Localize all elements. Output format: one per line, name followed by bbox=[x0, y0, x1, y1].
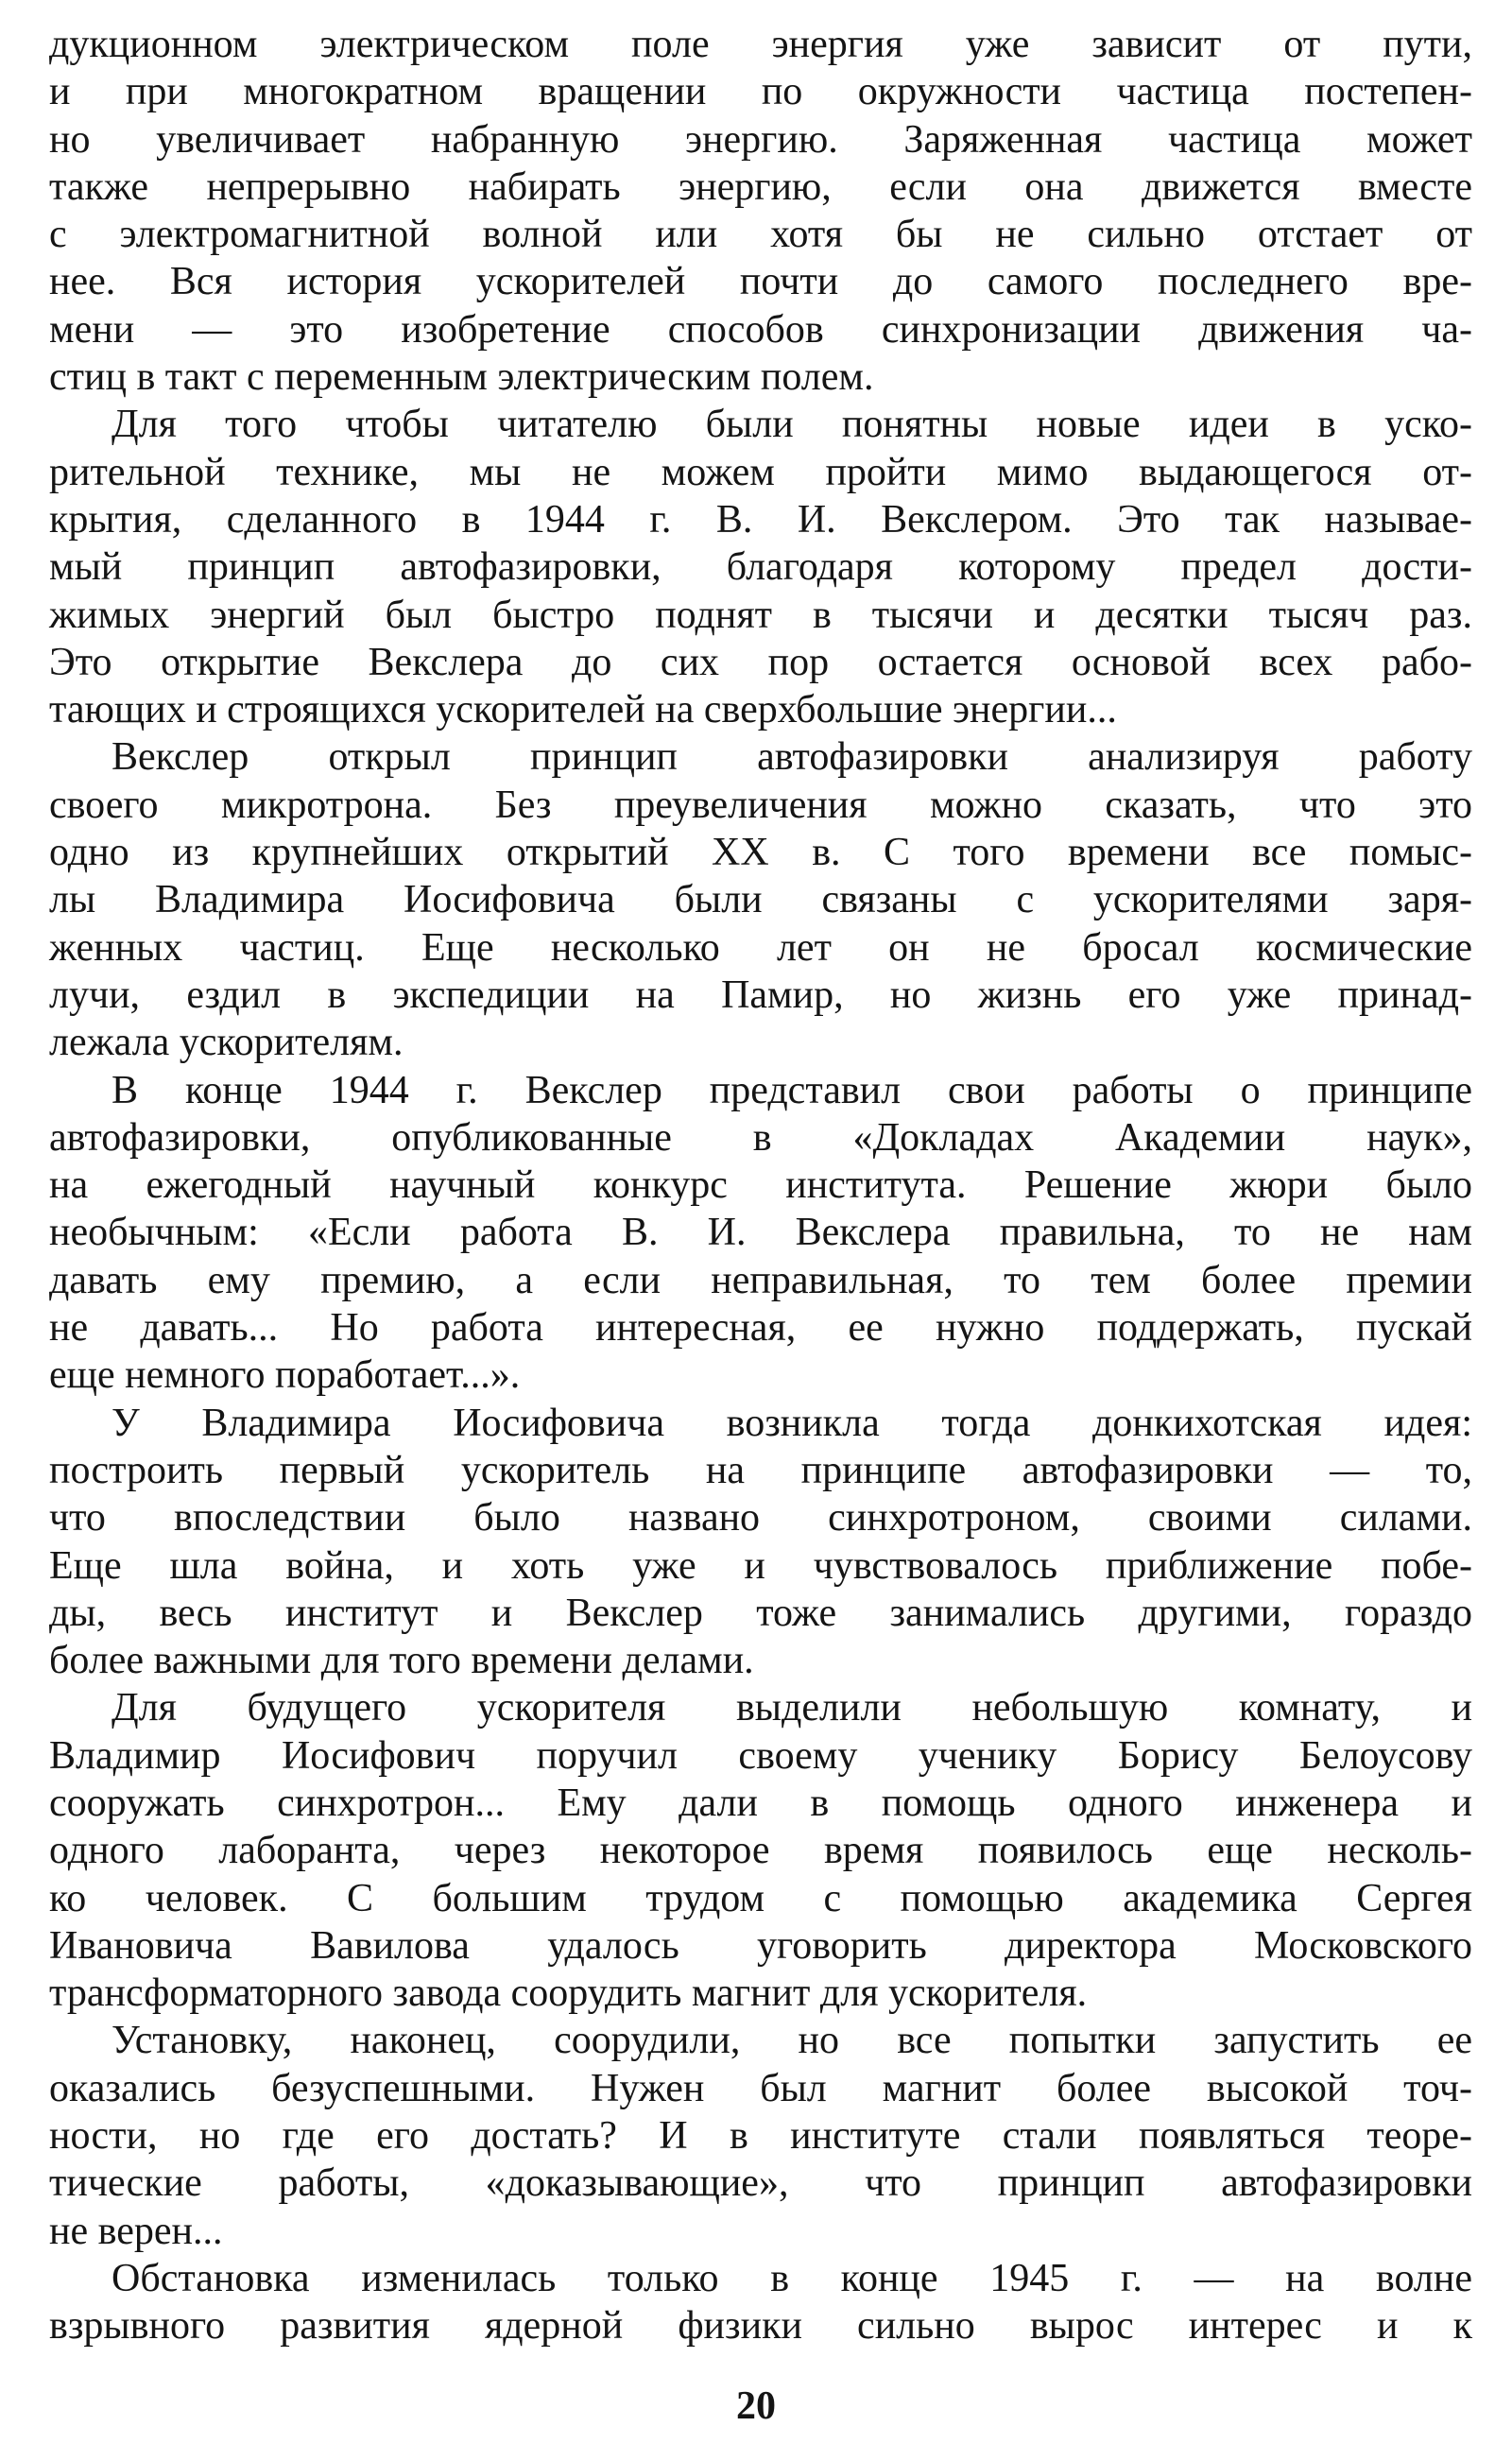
text-line: одно из крупнейших открытий XX в. С того времени все помыс- bbox=[49, 831, 1472, 875]
text-line: В конце 1944 г. Векслер представил свои работы о принципе bbox=[112, 1068, 1472, 1112]
text-line: не давать... Но работа интересная, ее нужно поддержать, пускай bbox=[49, 1306, 1472, 1351]
text-line: более важными для того времени делами. bbox=[49, 1639, 754, 1683]
text-line: Это открытие Векслера до сих пор остается основой всех рабо- bbox=[49, 640, 1472, 684]
text-line: Для будущего ускорителя выделили небольшую комнату, и bbox=[112, 1686, 1472, 1730]
text-line: У Владимира Иосифовича возникла тогда донкихотская идея: bbox=[112, 1401, 1472, 1445]
text-line: нее. Вся история ускорителей почти до самого последнего вре- bbox=[49, 260, 1472, 304]
text-line: одного лаборанта, через некоторое время появилось еще несколь- bbox=[49, 1829, 1472, 1873]
text-line: дукционном электрическом поле энергия уже зависит от пути, bbox=[49, 23, 1472, 66]
text-line: жимых энергий был быстро поднят в тысячи и десятки тысяч раз. bbox=[49, 593, 1472, 637]
text-line: ности, но где его достать? И в институте стали появляться теоре- bbox=[49, 2114, 1472, 2159]
text-line: своего микротрона. Без преувеличения можно сказать, что это bbox=[49, 783, 1472, 827]
paragraph bbox=[49, 401, 1472, 733]
text-line: также непрерывно набирать энергию, если она движется вместе bbox=[49, 164, 1472, 209]
text-line: автофазировки, опубликованные в «Докладах Академии наук», bbox=[49, 1115, 1472, 1160]
text-line: лы Владимира Иосифовича были связаны с ускорителями заря- bbox=[49, 878, 1472, 922]
text-line: с электромагнитной волной или хотя бы не сильно отстает от bbox=[49, 213, 1472, 257]
paragraph bbox=[49, 2017, 1472, 2254]
paragraph bbox=[49, 1067, 1472, 1400]
paragraph bbox=[49, 1400, 1472, 1685]
text-line: на ежегодный научный конкурс института. Решение жюри было bbox=[49, 1163, 1472, 1208]
text-line: Для того чтобы читателю были понятны новые идеи в уско- bbox=[112, 403, 1472, 447]
text-line: стиц в такт с переменным электрическим полем. bbox=[49, 355, 874, 400]
text-line: трансформаторного завода соорудить магнит для ускорителя. bbox=[49, 1971, 1088, 2016]
text-line: взрывного развития ядерной физики сильно вырос интерес и к bbox=[49, 2304, 1472, 2349]
text-line: женных частиц. Еще несколько лет он не бросал космические bbox=[49, 925, 1472, 970]
text-line: построить первый ускоритель на принципе автофазировки — то, bbox=[49, 1448, 1472, 1492]
text-line: не верен... bbox=[49, 2209, 223, 2253]
text-line: Обстановка изменилась только в конце 1945 г. — на волне bbox=[112, 2256, 1472, 2300]
text-line: сооружать синхротрон... Ему дали в помощь одного инженера и bbox=[49, 1781, 1472, 1825]
text-line: мый принцип автофазировки, благодаря которому предел дости- bbox=[49, 545, 1472, 590]
text-line: еще немного поработает...». bbox=[49, 1353, 521, 1398]
text-line: мени — это изобретение способов синхронизации движения ча- bbox=[49, 307, 1472, 352]
text-line: Векслер открыл принцип автофазировки анализируя работу bbox=[112, 735, 1472, 780]
text-line: крытия, сделанного в 1944 г. В. И. Векслером. Это так называе- bbox=[49, 497, 1472, 542]
text-line: лучи, ездил в экспедиции на Памир, но жизнь его уже принад- bbox=[49, 972, 1472, 1017]
paragraph bbox=[49, 733, 1472, 1066]
page-number: 20 bbox=[736, 2384, 776, 2428]
text-line: и при многократном вращении по окружности частица постепен- bbox=[49, 70, 1472, 114]
text-line: рительной технике, мы не можем пройти мимо выдающегося от- bbox=[49, 450, 1472, 494]
text-line: давать ему премию, а если неправильная, то тем более премии bbox=[49, 1258, 1472, 1302]
body-text bbox=[49, 21, 1472, 2350]
text-line: но увеличивает набранную энергию. Заряженная частица может bbox=[49, 117, 1472, 162]
paragraph bbox=[49, 2255, 1472, 2350]
text-line: ды, весь институт и Векслер тоже занимались другими, гораздо bbox=[49, 1591, 1472, 1635]
text-line: ко человек. С большим трудом с помощью академика Сергея bbox=[49, 1876, 1472, 1920]
text-line: Еще шла война, и хоть уже и чувствовалось приближение побе- bbox=[49, 1543, 1472, 1588]
text-line: Владимир Иосифович поручил своему ученику Борису Белоусову bbox=[49, 1733, 1472, 1778]
text-line: необычным: «Если работа В. И. Векслера правильна, то не нам bbox=[49, 1211, 1472, 1255]
paragraph bbox=[49, 1684, 1472, 2017]
text-line: оказались безуспешными. Нужен был магнит более высокой точ- bbox=[49, 2066, 1472, 2110]
text-line: что впоследствии было названо синхротроном, своими силами. bbox=[49, 1496, 1472, 1540]
text-line: Установку, наконец, соорудили, но все попытки запустить ее bbox=[112, 2019, 1472, 2063]
text-line: тические работы, «доказывающие», что принцип автофазировки bbox=[49, 2161, 1472, 2206]
text-line: лежала ускорителям. bbox=[49, 1021, 404, 1065]
text-line: тающих и строящихся ускорителей на сверхбольшие энергии... bbox=[49, 688, 1117, 732]
paragraph bbox=[49, 21, 1472, 401]
text-line: Ивановича Вавилова удалось уговорить директора Московского bbox=[49, 1923, 1472, 1968]
